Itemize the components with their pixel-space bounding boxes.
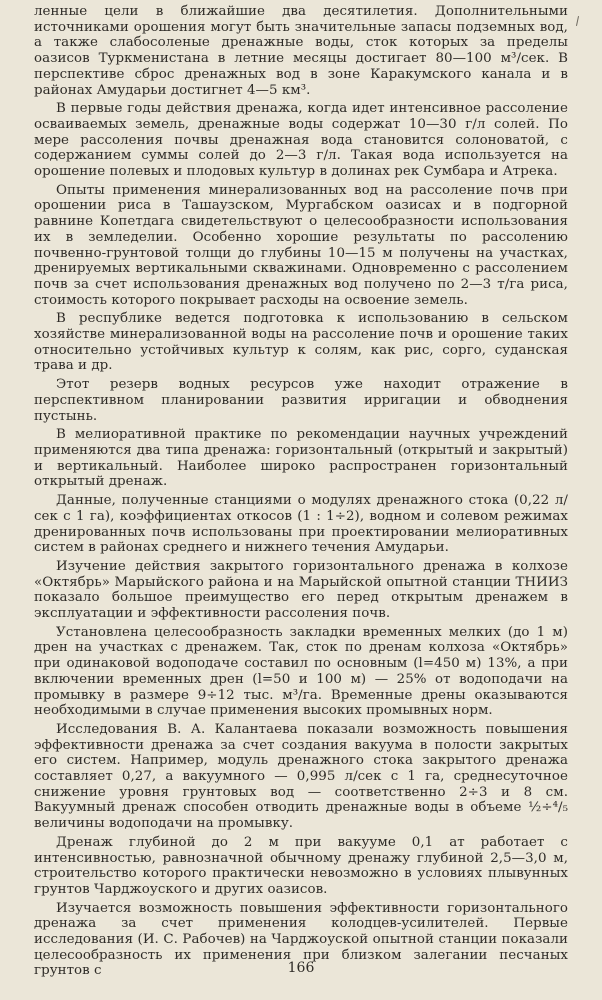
page-corner-mark (576, 16, 579, 26)
paragraph-12: Изучается возможность повышения эффективности горизонтального дренажа за счет применения колодцев-усилителей. Первые исследования (И. С. Рабочев) на Чарджоуской опытной станции показали целесообразность их применения при близком залегании песчаных грунтов с (34, 900, 568, 979)
paragraph-4: В республике ведется подготовка к использованию в сельском хозяйстве минерализованной воды на рассоление почв и орошение таких относительно устойчивых культур к солям, как рис, сорго, суданская трава и др. (34, 311, 568, 374)
paragraph-8: Изучение действия закрытого горизонтального дренажа в колхозе «Октябрь» Марыйского района и на Марыйской опытной станции ТНИИЗ показало большое преимущество его перед открытым дренажем в эксплуатации и эффективности рассоления почв. (34, 558, 568, 622)
paragraph-3: Опыты применения минерализованных вод на рассоление почв при орошении риса в Ташаузском, Мургабском оазисах и в подгорной равнине Копетдага свидетельствуют о целесообразности использования их в земледелии. Особенно хорошие результаты по рассолению почвенно-грунтовой толщи до глубины 10—15 м получены на участках, дренируемых вертикальными скважинами. Одновременно с рассолением почв за счет использования дренажных вод получено по 2—3 т/га риса, стоимость которого покрывает расходы на освоение земель. (34, 182, 568, 308)
paragraph-11: Дренаж глубиной до 2 м при вакууме 0,1 ат работает с интенсивностью, равнозначной обычному дренажу глубиной 2,5—3,0 м, строительство которого практически невозможно в условиях плывунных грунтов Чарджоуского и других оазисов. (34, 834, 568, 897)
page-number: 166 (287, 960, 315, 976)
paragraph-7: Данные, полученные станциями о модулях дренажного стока (0,22 л/сек с 1 га), коэффициентах откосов (1 : 1÷2), водном и солевом режимах дренированных почв использованы при проектировании мелиоративных систем в районах среднего и нижнего течения Амударьи. (34, 493, 568, 556)
paragraph-2: В первые годы действия дренажа, когда идет интенсивное рассоление осваиваемых земель, дренажные воды содержат 10—30 г/л солей. По мере рассоления почвы дренажная вода становится солоноватой, с содержанием суммы солей до 2—3 г/л. Такая вода используется на орошение полевых и плодовых культур в долинах рек Сумбара и Атрека. (34, 101, 568, 180)
paragraph-10: Исследования В. А. Калантаева показали возможность повышения эффективности дренажа за счет создания вакуума в полости закрытых его систем. Например, модуль дренажного стока закрытого дренажа составляет 0,27, а вакуумного — 0,995 л/сек с 1 га, среднесуточное снижение уровня грунтовых вод — соответственно 2÷3 и 8 см. Вакуумный дренаж способен отводить дренажные воды в объеме ½÷⁴/₅ величины водоподачи на промывку. (34, 721, 568, 832)
body-text (34, 4, 568, 981)
paragraph-5: Этот резерв водных ресурсов уже находит отражение в перспективном планировании развития ирригации и обводнения пустынь. (34, 377, 568, 424)
paragraph-6: В мелиоративной практике по рекомендации научных учреждений применяются два типа дренажа: горизонтальный (открытый и закрытый) и вертикальный. Наиболее широко распространен горизонтальный открытый дренаж. (34, 427, 568, 490)
paragraph-1: ленные цели в ближайшие два десятилетия. Дополнительными источниками орошения могут быть значительные запасы подземных вод, а также слабосоленые дренажные воды, сток которых за пределы оазисов Туркменистана в летние месяцы достигает 80—100 м³/сек. В перспективе сброс дренажных вод в зоне Каракумского канала и в районах Амударьи достигнет 4—5 км³. (34, 4, 568, 98)
paragraph-9: Установлена целесообразность закладки временных мелких (до 1 м) дрен на участках с дренажем. Так, сток по дренам колхоза «Октябрь» при одинаковой водоподаче составил по основным (l=450 м) 13%, а при включении временных дрен (l=50 и 100 м) — 25% от водоподачи на промывку в размере 9÷12 тыс. м³/га. Временные дрены оказываются необходимыми в случае применения высоких промывных норм. (34, 624, 568, 719)
